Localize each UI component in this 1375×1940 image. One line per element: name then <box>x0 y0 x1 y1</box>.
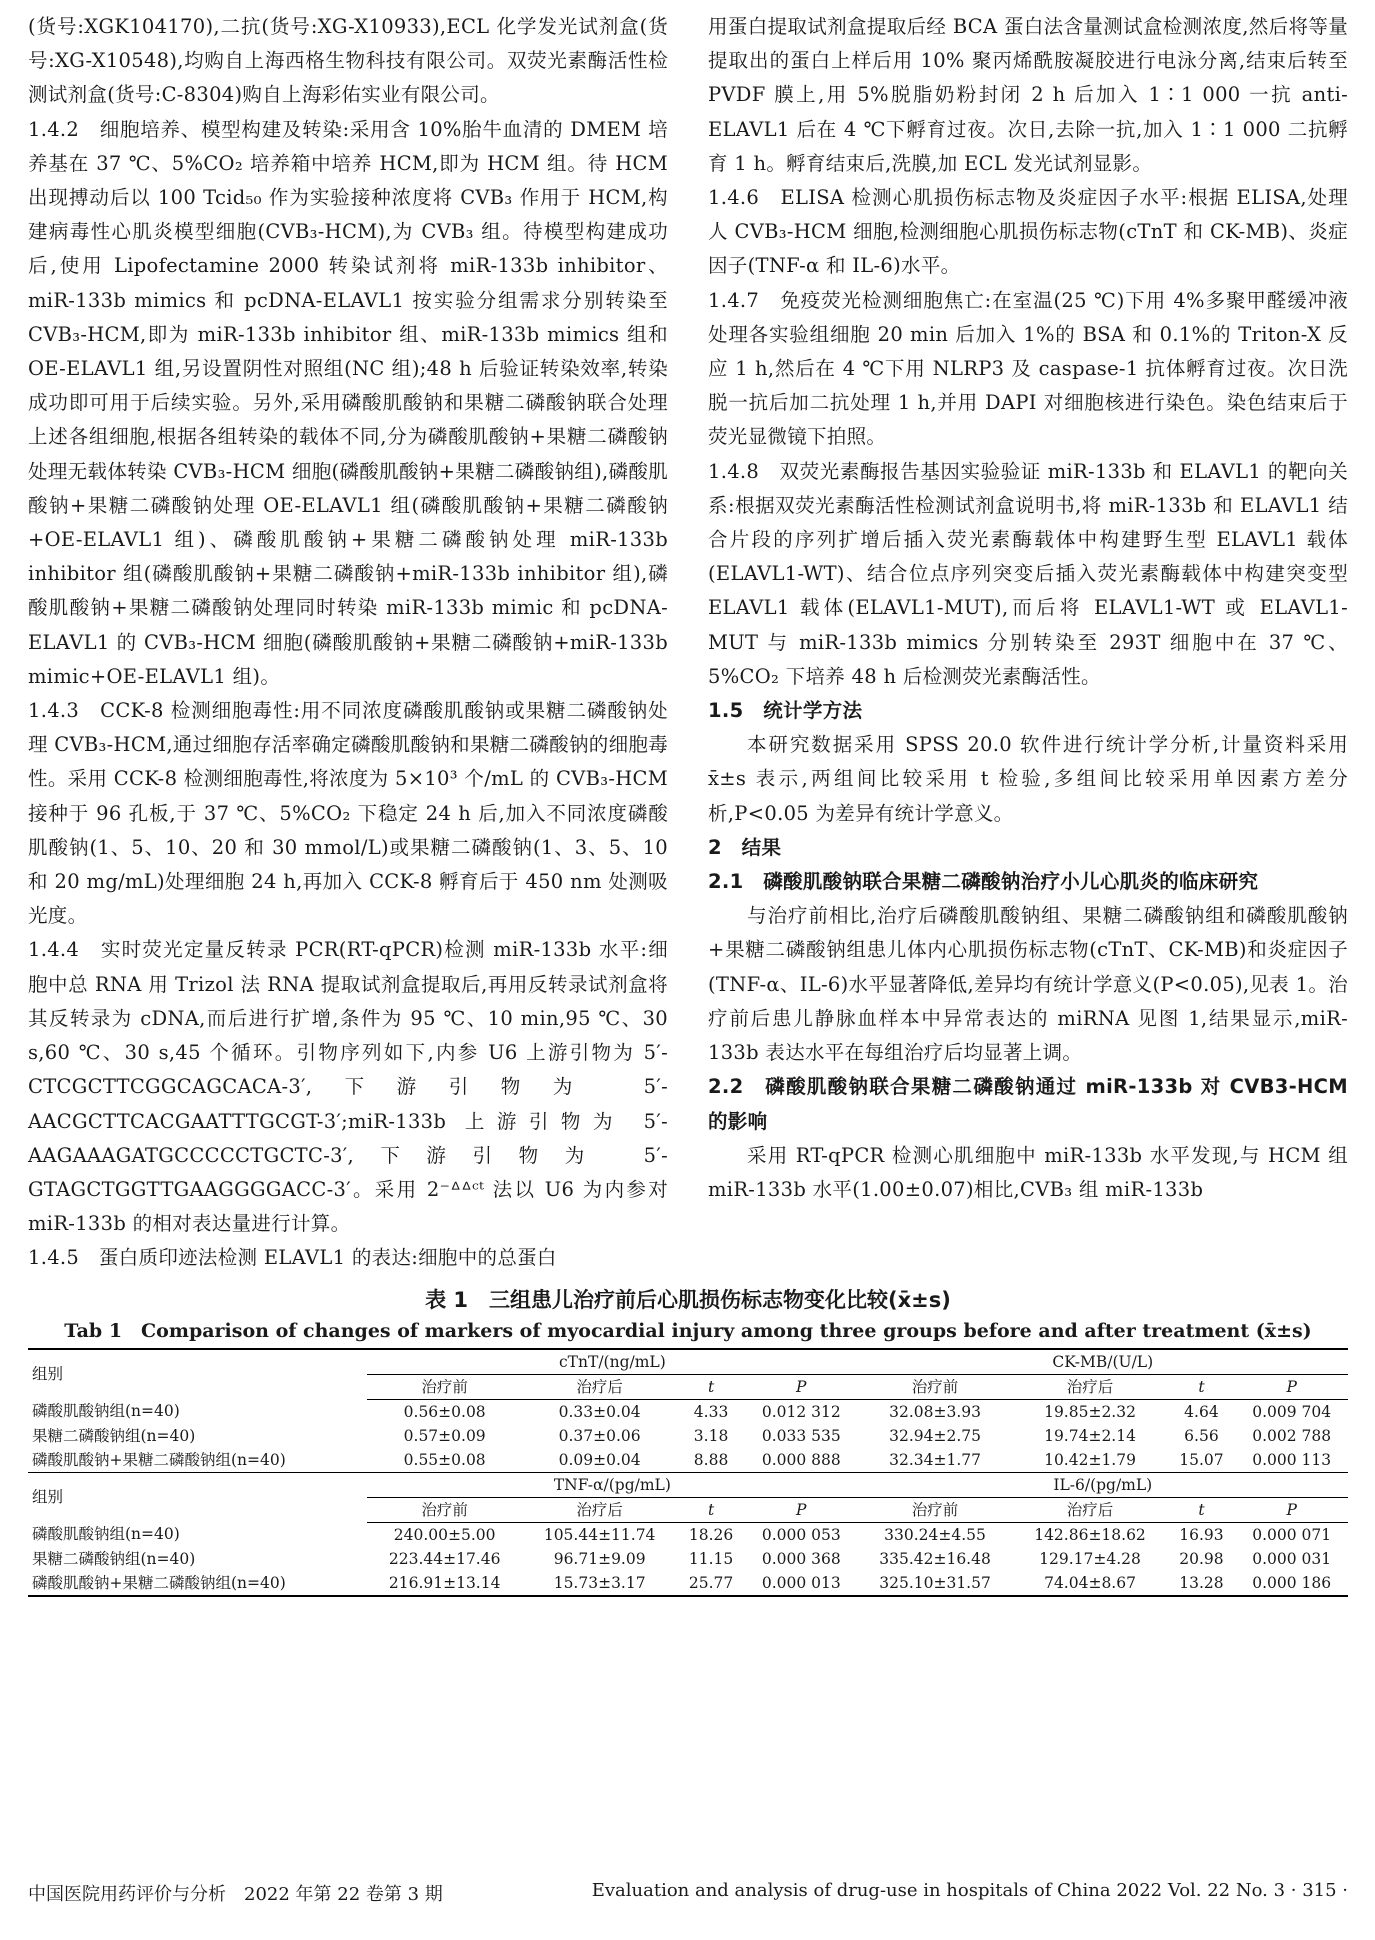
value-cell: 0.000 013 <box>761 1573 841 1592</box>
value-cell: 96.71±9.09 <box>553 1549 646 1568</box>
column-header: P <box>745 1497 858 1522</box>
column-header: t <box>1168 1497 1236 1522</box>
column-header: 治疗后 <box>522 1374 677 1399</box>
metric-header: CK-MB/(U/L) <box>858 1349 1348 1375</box>
value-cell: 4.64 <box>1184 1402 1219 1421</box>
value-cell: 142.86±18.62 <box>1034 1525 1146 1544</box>
paragraph: 1.4.8 双荧光素酶报告基因实验验证 miR-133b 和 ELAVL1 的靶向关系:根据双荧光素酶活性检测试剂盒说明书,将 miR-133b 和 ELAVL1 结合片段的序列扩增后插入荧光素酶载体中构建野生型 ELAVL1 载体(ELAVL1-WT)、结合位点序列突变后插入荧光素酶载体中构建突变型 ELAVL1 载体(ELAVL1-MUT),而后将 ELAVL1-WT 或 ELAVL1-MUT 与 miR-133b mimics 分别转染至 293T 细胞中在 37 ℃、5%CO₂ 下培养 48 h 后检测荧光素酶活性。 <box>708 459 1348 688</box>
group-header: 组别 <box>32 1488 64 1507</box>
left-column <box>28 10 668 1276</box>
paragraph: (货号:XGK104170),二抗(货号:XG-X10933),ECL 化学发光试剂盒(货号:XG-X10548),均购自上海西格生物科技有限公司。双荧光素酶活性检测试剂盒(货号:C-8304)购自上海彩佑实业有限公司。 <box>28 15 668 107</box>
column-header: 治疗前 <box>858 1497 1013 1522</box>
value-cell: 0.000 071 <box>1252 1525 1332 1544</box>
value-cell: 0.000 368 <box>761 1549 841 1568</box>
column-header: t <box>677 1497 745 1522</box>
column-header: 治疗后 <box>1013 1374 1168 1399</box>
value-cell: 0.012 312 <box>761 1402 841 1421</box>
section-heading: 1.5 统计学方法 <box>708 699 863 723</box>
right-column <box>708 10 1348 1276</box>
value-cell: 15.73±3.17 <box>553 1573 646 1592</box>
value-cell: 15.07 <box>1179 1450 1224 1469</box>
paragraph: 本研究数据采用 SPSS 20.0 软件进行统计学分析,计量资料采用 x̄±s 表示,两组间比较采用 t 检验,多组间比较采用单因素方差分析,P<0.05 为差异有统计学意义。 <box>708 733 1348 825</box>
group-cell: 果糖二磷酸钠组(n=40) <box>32 1549 196 1568</box>
value-cell: 19.74±2.14 <box>1044 1426 1136 1445</box>
value-cell: 223.44±17.46 <box>388 1549 501 1568</box>
paragraph: 1.4.2 细胞培养、模型构建及转染:采用含 10%胎牛血清的 DMEM 培养基在 37 ℃、5%CO₂ 培养箱中培养 HCM,即为 HCM 组。待 HCM 出现搏动后以 100 Tcid₅₀ 作为实验接种浓度将 CVB₃ 作用于 HCM,构建病毒性心肌炎模型细胞(CVB₃-HCM),为 CVB₃ 组。待模型构建成功后,使用 Lipofectamine 2000 转染试剂将 miR-133b inhibitor、miR-133b mimics 和 pcDNA-ELAVL1 按实验分组需求分别转染至 CVB₃-HCM,即为 miR-133b inhibitor 组、miR-133b mimics 组和 OE-ELAVL1 组,另设置阴性对照组(NC 组);48 h 后验证转染效率,转染成功即可用于后续实验。另外,采用磷酸肌酸钠和果糖二磷酸钠联合处理上述各组细胞,根据各组转染的载体不同,分为磷酸肌酸钠+果糖二磷酸钠处理无载体转染 CVB₃-HCM 细胞(磷酸肌酸钠+果糖二磷酸钠组),磷酸肌酸钠+果糖二磷酸钠处理 OE-ELAVL1 组(磷酸肌酸钠+果糖二磷酸钠+OE-ELAVL1 组)、磷酸肌酸钠+果糖二磷酸钠处理 miR-133b inhibitor 组(磷酸肌酸钠+果糖二磷酸钠+miR-133b inhibitor 组),磷酸肌酸钠+果糖二磷酸钠处理同时转染 miR-133b mimic 和 pcDNA-ELAVL1 的 CVB₃-HCM 细胞(磷酸肌酸钠+果糖二磷酸钠+miR-133b mimic+OE-ELAVL1 组)。 <box>28 117 668 688</box>
value-cell: 129.17±4.28 <box>1039 1549 1141 1568</box>
table-row <box>28 1522 1348 1547</box>
value-cell: 216.91±13.14 <box>388 1573 501 1592</box>
value-cell: 10.42±1.79 <box>1044 1450 1136 1469</box>
paper-page <box>28 10 1348 1597</box>
group-cell: 磷酸肌酸钠组(n=40) <box>32 1402 180 1421</box>
group-cell: 磷酸肌酸钠+果糖二磷酸钠组(n=40) <box>32 1573 286 1592</box>
table-row <box>28 1448 1348 1473</box>
column-header: 治疗后 <box>1013 1497 1168 1522</box>
value-cell: 32.94±2.75 <box>889 1426 981 1445</box>
table-title-cn: 表 1 三组患儿治疗前后心肌损伤标志物变化比较(x̄±s) <box>425 1287 951 1312</box>
paragraph: 采用 RT-qPCR 检测心肌细胞中 miR-133b 水平发现,与 HCM 组 miR-133b 水平(1.00±0.07)相比,CVB₃ 组 miR-133b <box>708 1143 1348 1201</box>
column-header: t <box>1168 1374 1236 1399</box>
value-cell: 0.57±0.09 <box>403 1426 486 1445</box>
body-columns <box>28 10 1348 1276</box>
value-cell: 32.34±1.77 <box>889 1450 981 1469</box>
group-header: 组别 <box>32 1365 64 1384</box>
value-cell: 32.08±3.93 <box>889 1402 981 1421</box>
value-cell: 0.55±0.08 <box>403 1450 486 1469</box>
value-cell: 25.77 <box>688 1573 734 1592</box>
value-cell: 8.88 <box>693 1450 729 1469</box>
value-cell: 0.000 113 <box>1252 1450 1332 1469</box>
footer-right: Evaluation and analysis of drug-use in hospitals of China 2022 Vol. 22 No. 3 · 315 · <box>591 1880 1348 1901</box>
value-cell: 6.56 <box>1184 1426 1219 1445</box>
column-header: 治疗后 <box>522 1497 677 1522</box>
table-caption <box>28 1284 1348 1346</box>
value-cell: 0.37±0.06 <box>558 1426 641 1445</box>
value-cell: 0.009 704 <box>1252 1402 1332 1421</box>
metric-header: TNF-α/(pg/mL) <box>367 1472 857 1497</box>
value-cell: 3.18 <box>693 1426 729 1445</box>
value-cell: 0.000 031 <box>1252 1549 1332 1568</box>
value-cell: 0.000 186 <box>1252 1573 1332 1592</box>
footer-left: 中国医院用药评价与分析 2022 年第 22 卷第 3 期 <box>28 1884 443 1905</box>
value-cell: 16.93 <box>1179 1525 1224 1544</box>
value-cell: 20.98 <box>1179 1549 1224 1568</box>
column-header: 治疗前 <box>367 1374 522 1399</box>
data-table <box>28 1348 1348 1597</box>
paragraph: 用蛋白提取试剂盒提取后经 BCA 蛋白法含量测试盒检测浓度,然后将等量提取出的蛋白上样后用 10% 聚丙烯酰胺凝胶进行电泳分离,结束后转至 PVDF 膜上,用 5%脱脂奶粉封闭 2 h 后加入 1∶1 000 一抗 anti-ELAVL1 后在 4 ℃下孵育过夜。次日,去除一抗,加入 1∶1 000 二抗孵育 1 h。孵育结束后,洗膜,加 ECL 发光试剂显影。 <box>708 15 1348 175</box>
value-cell: 18.26 <box>688 1525 734 1544</box>
group-cell: 果糖二磷酸钠组(n=40) <box>32 1426 196 1445</box>
paragraph: 1.4.3 CCK-8 检测细胞毒性:用不同浓度磷酸肌酸钠或果糖二磷酸钠处理 CVB₃-HCM,通过细胞存活率确定磷酸肌酸钠和果糖二磷酸钠的细胞毒性。采用 CCK-8 检测细胞毒性,将浓度为 5×10³ 个/mL 的 CVB₃-HCM 接种于 96 孔板,于 37 ℃、5%CO₂ 下稳定 24 h 后,加入不同浓度磷酸肌酸钠(1、5、10、20 和 30 mmol/L)或果糖二磷酸钠(1、3、5、10 和 20 mg/mL)处理细胞 24 h,再加入 CCK-8 孵育后于 450 nm 处测吸光度。 <box>28 699 668 928</box>
value-cell: 0.33±0.04 <box>558 1402 641 1421</box>
value-cell: 0.56±0.08 <box>403 1402 486 1421</box>
value-cell: 0.09±0.04 <box>558 1450 641 1469</box>
section-heading: 2 结果 <box>708 835 782 859</box>
paragraph: 1.4.4 实时荧光定量反转录 PCR(RT-qPCR)检测 miR-133b 水平:细胞中总 RNA 用 Trizol 法 RNA 提取试剂盒提取后,再用反转录试剂盒将其反转录为 cDNA,而后进行扩增,条件为 95 ℃、10 min,95 ℃、30 s,60 ℃、30 s,45 个循环。引物序列如下,内参 U6 上游引物为 5′-CTCGCTTCGGCAGCACA-3′,下游引物为 5′-AACGCTTCACGAATTTGCGT-3′;miR-133b 上游引物为 5′-AAGAAAGATGCCCCCTGCTC-3′,下游引物为 5′-GTAGCTGGTTGAAGGGGACC-3′。采用 2⁻ᐞᐞᶜᵗ 法以 U6 为内参对 miR-133b 的相对表达量进行计算。 <box>28 938 668 1236</box>
value-cell: 11.15 <box>688 1549 734 1568</box>
value-cell: 0.033 535 <box>761 1426 841 1445</box>
paragraph: 与治疗前相比,治疗后磷酸肌酸钠组、果糖二磷酸钠组和磷酸肌酸钠+果糖二磷酸钠组患儿体内心肌损伤标志物(cTnT、CK-MB)和炎症因子(TNF-α、IL-6)水平显著降低,差异均有统计学意义(P<0.05),见表 1。治疗前后患儿静脉血样本中异常表达的 miRNA 见图 1,结果显示,miR-133b 表达水平在每组治疗后均显著上调。 <box>708 904 1348 1065</box>
paragraph: 1.4.5 蛋白质印迹法检测 ELAVL1 的表达:细胞中的总蛋白 <box>28 1246 557 1270</box>
value-cell: 4.33 <box>693 1402 729 1421</box>
column-header: P <box>1235 1497 1348 1522</box>
column-header: 治疗前 <box>858 1374 1013 1399</box>
table-row <box>28 1571 1348 1596</box>
section-heading: 2.2 磷酸肌酸钠联合果糖二磷酸钠通过 miR-133b 对 CVB3-HCM 的影响 <box>708 1075 1348 1133</box>
value-cell: 74.04±8.67 <box>1044 1573 1136 1592</box>
column-header: t <box>677 1374 745 1399</box>
group-cell: 磷酸肌酸钠组(n=40) <box>32 1525 180 1544</box>
group-cell: 磷酸肌酸钠+果糖二磷酸钠组(n=40) <box>32 1450 286 1469</box>
table-row <box>28 1424 1348 1448</box>
page-footer <box>28 1880 1348 1906</box>
value-cell: 330.24±4.55 <box>884 1525 986 1544</box>
value-cell: 325.10±31.57 <box>879 1573 991 1592</box>
value-cell: 0.000 053 <box>761 1525 841 1544</box>
table-row <box>28 1547 1348 1571</box>
section-heading: 2.1 磷酸肌酸钠联合果糖二磷酸钠治疗小儿心肌炎的临床研究 <box>708 870 1259 894</box>
paragraph: 1.4.7 免疫荧光检测细胞焦亡:在室温(25 ℃)下用 4%多聚甲醛缓冲液处理各实验组细胞 20 min 后加入 1%的 BSA 和 0.1%的 Triton-X 反应 1 h,然后在 4 ℃下用 NLRP3 及 caspase-1 抗体孵育过夜。次日洗脱一抗后加二抗处理 1 h,并用 DAPI 对细胞核进行染色。染色结束后于荧光显微镜下拍照。 <box>708 288 1348 449</box>
table-row <box>28 1399 1348 1424</box>
metric-header: IL-6/(pg/mL) <box>858 1472 1348 1497</box>
column-header: 治疗前 <box>367 1497 522 1522</box>
column-header: P <box>745 1374 858 1399</box>
value-cell: 0.000 888 <box>761 1450 841 1469</box>
value-cell: 19.85±2.32 <box>1044 1402 1136 1421</box>
table-title-en: Tab 1 Comparison of changes of markers of myocardial injury among three groups before and after treatment (x̄±s) <box>64 1319 1312 1342</box>
paragraph: 1.4.6 ELISA 检测心肌损伤标志物及炎症因子水平:根据 ELISA,处理人 CVB₃-HCM 细胞,检测细胞心肌损伤标志物(cTnT 和 CK-MB)、炎症因子(TNF-α 和 IL-6)水平。 <box>708 186 1348 278</box>
value-cell: 240.00±5.00 <box>393 1525 496 1544</box>
value-cell: 335.42±16.48 <box>879 1549 991 1568</box>
metric-header: cTnT/(ng/mL) <box>367 1349 857 1375</box>
value-cell: 0.002 788 <box>1252 1426 1332 1445</box>
value-cell: 13.28 <box>1179 1573 1224 1592</box>
value-cell: 105.44±11.74 <box>543 1525 656 1544</box>
column-header: P <box>1235 1374 1348 1399</box>
